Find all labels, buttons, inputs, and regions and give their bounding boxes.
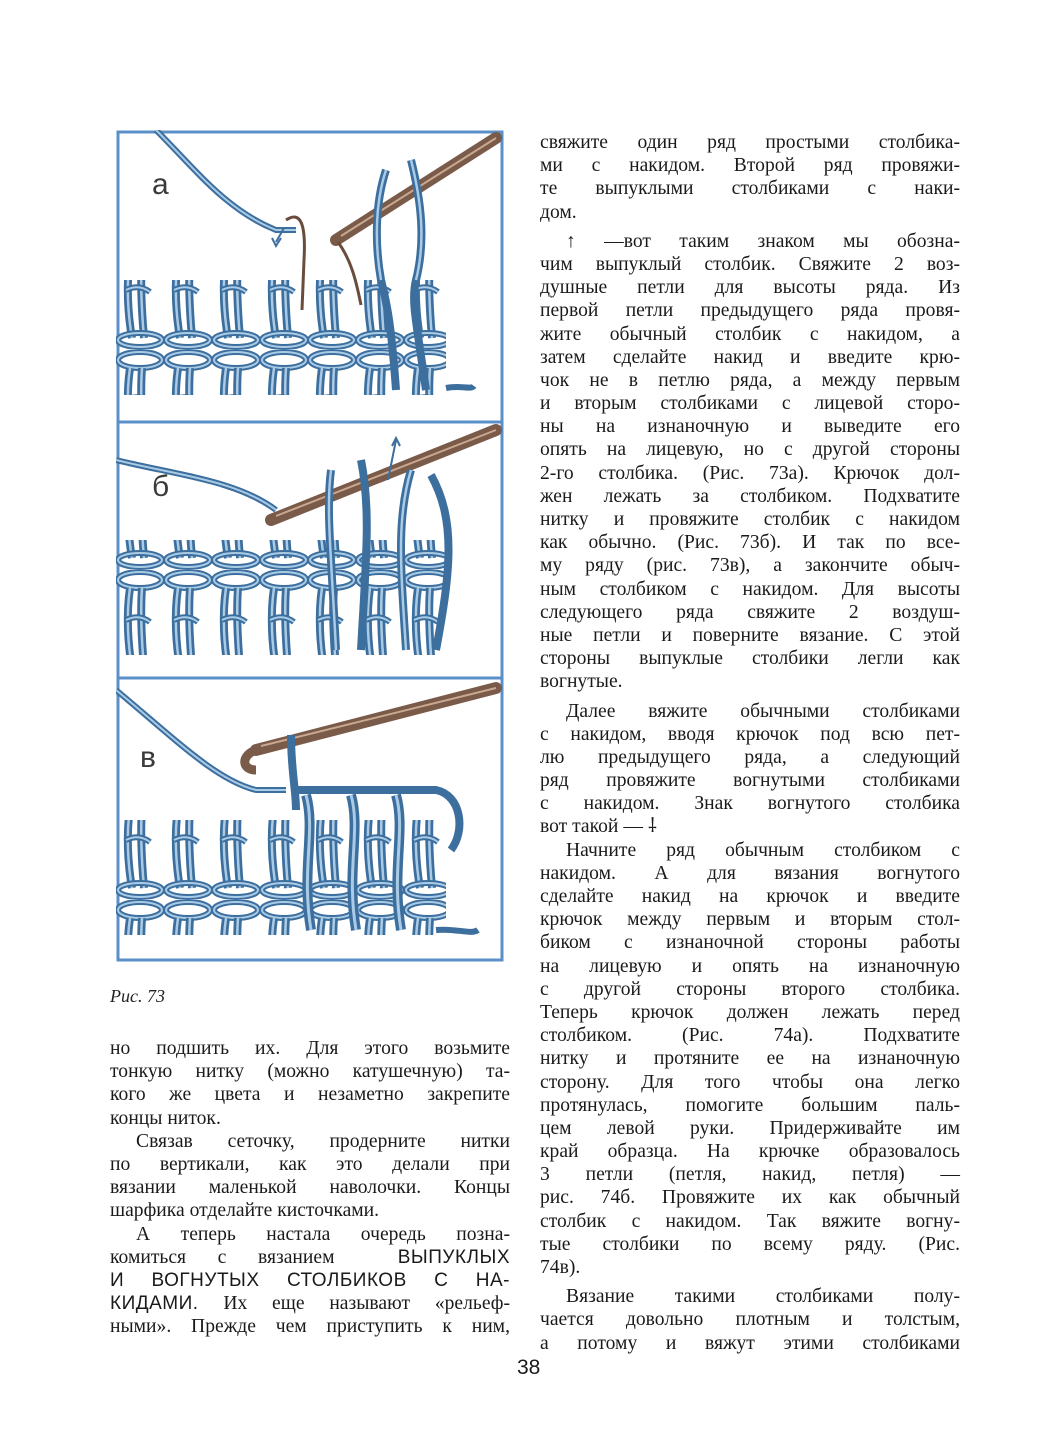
emphasis-heading: КИДАМИ.	[110, 1293, 199, 1315]
left-column-text	[110, 1037, 510, 1338]
text-line: ми с накидом. Второй ряд провяжи-	[540, 155, 960, 177]
text-line: но подшить их. Для этого возьмите	[110, 1038, 510, 1059]
text-line: жен лежать за столбиком. Подхватите	[540, 485, 960, 507]
text-line: Теперь крючок должен лежать перед	[540, 1001, 960, 1023]
text-line: а потому и вяжут этими столбиками	[540, 1332, 960, 1354]
panel-label-c: в	[140, 741, 156, 774]
text-line: 3 петли (петля, накид, петля) —	[540, 1164, 960, 1186]
emphasis-heading: И ВОГНУТЫХ СТОЛБИКОВ С НА-	[110, 1269, 510, 1291]
text-line: как обычно. (Рис. 73б). И так по все-	[540, 532, 960, 554]
text-line: Связав сеточку, продерните нитки	[136, 1130, 510, 1152]
text-line: вот такой — ⸸	[540, 816, 658, 838]
text-line: тонкую нитку (можно катушечную) та-	[110, 1061, 510, 1083]
text-line: протянулась, помогите большим паль-	[540, 1094, 960, 1116]
text-line: крючок между первым и вторым стол-	[540, 909, 960, 931]
stitch-row-b	[116, 540, 446, 655]
text-line: опять на лицевую, но с другой стороны	[540, 439, 960, 461]
text-line: и вторым столбиками с лицевой сторо-	[540, 393, 960, 415]
panel-label-b: б	[152, 470, 170, 503]
page-number: 38	[517, 1356, 541, 1379]
text-line: душные петли для высоты ряда. Из	[540, 277, 960, 299]
text-line: с накидом. Знак вогнутого столбика	[540, 793, 960, 815]
figure-caption: Рис. 73	[110, 986, 165, 1006]
text-line: затем сделайте накид и введите крю-	[540, 346, 960, 368]
text-line	[110, 1292, 510, 1315]
text-line: сторону. Для того чтобы она легко	[540, 1071, 960, 1093]
text-line: стороны выпуклые столбики легли как	[540, 648, 960, 670]
crochet-illustration	[116, 130, 504, 962]
text-line: первой петли предыдущего ряда провя-	[540, 300, 960, 322]
text-line: чается довольно плотным и толстым,	[540, 1309, 960, 1331]
text-line: чим выпуклый столбик. Свяжите 2 воз-	[540, 253, 960, 275]
figure-73	[116, 130, 504, 962]
text-line	[110, 1246, 510, 1269]
text-line: 74в).	[540, 1257, 581, 1278]
text-line: ными». Прежде чем приступить к ним,	[110, 1316, 510, 1338]
text-line: концы ниток.	[110, 1107, 221, 1129]
text-line: на лицевую и опять на изнаночную	[540, 955, 960, 977]
text-line: шарфика отделайте кисточками.	[110, 1200, 380, 1222]
text-line: столбиком. (Рис. 74а). Подхватите	[540, 1025, 960, 1047]
panel-label-a: а	[152, 168, 169, 201]
text-line: кого же цвета и незаметно закрепите	[110, 1084, 510, 1106]
text-line: те выпуклыми столбиками с наки-	[540, 178, 960, 200]
text-line: ряд провяжите вогнутыми столбиками	[540, 770, 960, 792]
text-line: ным столбиком с накидом. Для высоты	[540, 578, 960, 600]
text-fragment: комиться с вязанием	[110, 1246, 335, 1268]
text-line: сделайте накид на крючок и введите	[540, 886, 960, 907]
text-line: дом.	[540, 201, 577, 223]
text-line: цем левой руки. Придерживайте им	[540, 1117, 960, 1139]
text-line: 2-го столбика. (Рис. 73а). Крючок дол-	[540, 462, 960, 484]
text-line: следующего ряда свяжите 2 воздуш-	[540, 601, 960, 623]
panel-b	[116, 422, 502, 678]
text-line: ↑ —вот таким знаком мы обозна-	[566, 230, 960, 252]
panel-c	[116, 678, 502, 960]
text-line: с другой стороны второго столбика.	[540, 978, 960, 1000]
text-line: свяжите один ряд простыми столбика-	[540, 132, 960, 153]
text-line: нитку и протяните ее на изнаночную	[540, 1048, 960, 1070]
emphasis-heading: ВЫПУКЛЫХ	[397, 1246, 510, 1268]
text-line: с накидом, вводя крючок под всю пет-	[540, 723, 960, 745]
text-line: жите обычный столбик с накидом, а	[540, 323, 960, 345]
text-line: вязании маленькой наволочки. Концы	[110, 1177, 510, 1199]
text-line: чок не в петлю ряда, а между первым	[540, 369, 960, 391]
text-line: вогнутые.	[540, 671, 623, 693]
text-line: край образца. На крючке образовалось	[540, 1141, 960, 1163]
text-line: накидом. А для вязания вогнутого	[540, 862, 960, 884]
text-line: Начните ряд обычным столбиком с	[566, 839, 960, 861]
text-line: по вертикали, как это делали при	[110, 1153, 510, 1175]
text-line: рис. 74б. Провяжите их как обычный	[540, 1187, 960, 1209]
text-line: Далее вяжите обычными столбиками	[566, 700, 960, 722]
text-line: лю предыдущего ряда, а следующий	[540, 746, 960, 768]
text-line: тые столбики по всему ряду. (Рис.	[540, 1233, 960, 1255]
text-line: ные петли и поверните вязание. С этой	[540, 624, 960, 646]
text-line: Вязание такими столбиками полу-	[566, 1286, 960, 1308]
text-line: А теперь настала очередь позна-	[136, 1223, 510, 1245]
panel-a	[116, 130, 502, 422]
text-fragment: Их еще называют «рельеф-	[223, 1293, 510, 1315]
text-line: нитку и провяжите столбик с накидом	[540, 509, 960, 530]
right-column-text	[540, 131, 960, 1355]
text-line: столбик с накидом. Так вяжите вогну-	[540, 1210, 960, 1232]
text-line: му ряду (рис. 73в), а закончите обыч-	[540, 555, 960, 577]
text-line: ны на изнаночную и выведите его	[540, 416, 960, 438]
text-line: биком с изнаночной стороны работы	[540, 932, 960, 954]
